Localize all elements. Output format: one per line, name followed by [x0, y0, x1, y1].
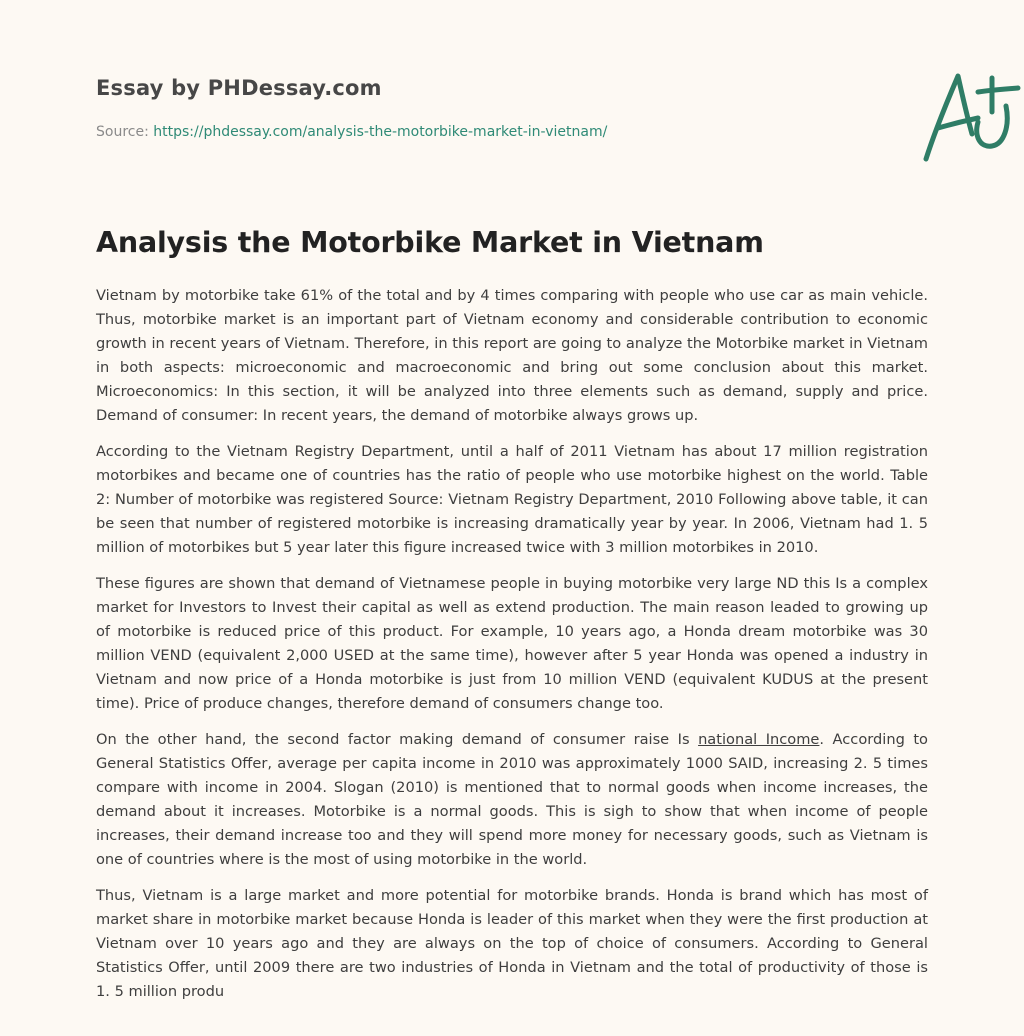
a-plus-logo-icon [920, 64, 1024, 164]
source-line [96, 124, 607, 140]
national-income-link[interactable]: national Income [698, 731, 820, 748]
paragraph-2: According to the Vietnam Registry Department, until a half of 2011 Vietnam has about 17 million registration motorbikes and became one of countries has the ratio of people who use motorbike highest on the world. Table 2: Number of motorbike was registered Source: Vietnam Registry Department, 2010 Following above table, it can be seen that number of registered motorbike is increasing dramatically year by year. In 2006, Vietnam had 1. 5 million of motorbikes but 5 year later this figure increased twice with 3 million motorbikes in 2010. [96, 443, 928, 556]
essay-body [96, 284, 928, 1016]
source-label: Source: [96, 124, 154, 140]
site-title: Essay by PHDessay.com [96, 76, 382, 100]
paragraph-5: Thus, Vietnam is a large market and more potential for motorbike brands. Honda is brand which has most of market share in motorbike market because Honda is leader of this market when they were the first production at Vietnam over 10 years ago and they are always on the top of choice of consumers. According to General Statistics Offer, until 2009 there are two industries of Honda in Vietnam and the total of productivity of those is 1. 5 million produ [96, 887, 928, 1000]
essay-title: Analysis the Motorbike Market in Vietnam [96, 226, 764, 259]
paragraph-4 [96, 728, 928, 872]
paragraph-4-start: On the other hand, the second factor making demand of consumer raise Is [96, 731, 699, 748]
paragraph-1: Vietnam by motorbike take 61% of the total and by 4 times comparing with people who use car as main vehicle. Thus, motorbike market is an important part of Vietnam economy and considerable contribution to economic growth in recent years of Vietnam. Therefore, in this report are going to analyze the Motorbike market in Vietnam in both aspects: microeconomic and macroeconomic and bring out some conclusion about this market. Microeconomics: In this section, it will be analyzed into three elements such as demand, supply and price. Demand of consumer: In recent years, the demand of motorbike always grows up. [96, 287, 928, 424]
paragraph-3: These figures are shown that demand of Vietnamese people in buying motorbike very large ND this Is a complex market for Investors to Invest their capital as well as extend production. The main reason leaded to growing up of motorbike is reduced price of this product. For example, 10 years ago, a Honda dream motorbike was 30 million VEND (equivalent 2,000 USED at the same time), however after 5 year Honda was opened a industry in Vietnam and now price of a Honda motorbike is just from 10 million VEND (equivalent KUDUS at the present time). Price of produce changes, therefore demand of consumers change too. [96, 575, 928, 712]
source-link[interactable]: https://phdessay.com/analysis-the-motorbike-market-in-vietnam/ [153, 124, 608, 140]
paragraph-4-end: . According to General Statistics Offer, average per capita income in 2010 was approximately 1000 SAID, increasing 2. 5 times compare with income in 2004. Slogan (2010) is mentioned that to normal goods when income increases, the demand about it increases. Motorbike is a normal goods. This is sigh to show that when income of people increases, their demand increase too and they will spend more money for necessary goods, such as Vietnam is one of countries where is the most of using motorbike in the world. [96, 731, 928, 868]
